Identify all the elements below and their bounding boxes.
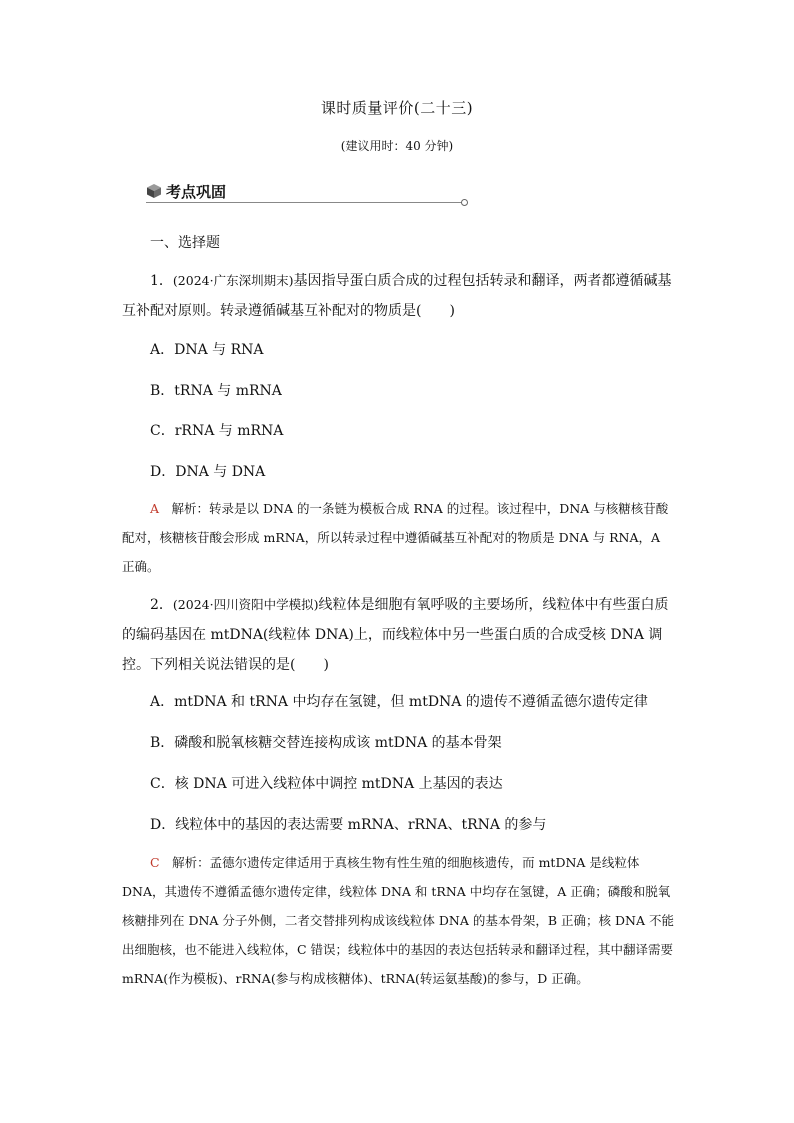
question-2-number: 2． xyxy=(150,597,173,613)
question-1-option-a: A．DNA 与 RNA xyxy=(150,342,264,358)
question-1-analysis xyxy=(122,494,674,581)
question-2-source: (2024·四川资阳中学模拟) xyxy=(172,597,319,612)
question-2-answer: C xyxy=(150,855,160,870)
question-2-option-b: B．磷酸和脱氧核糖交替连接构成该 mtDNA 的基本骨架 xyxy=(150,735,502,751)
question-1-answer: A xyxy=(150,501,160,516)
cube-icon xyxy=(146,183,162,199)
question-1-option-c: C．rRNA 与 mRNA xyxy=(150,423,284,439)
question-1-number: 1． xyxy=(150,273,173,289)
part-label-block xyxy=(122,228,674,258)
question-2-option-c: C．核 DNA 可进入线粒体中调控 mtDNA 上基因的表达 xyxy=(150,776,503,792)
question-2-analysis-text: 解析：孟德尔遗传定律适用于真核生物有性生殖的细胞核遗传，而 mtDNA 是线粒体 DNA，其遗传不遵循孟德尔遗传定律，线粒体 DNA 和 tRNA 中均存在氢键，A 正确；磷酸和脱氧核糖排列在 DNA 分子外侧，二者交替排列构成该线粒体 DNA 的基本骨架，B 正确；核 DNA 不能出细胞核，也不能进入线粒体，C 错误；线粒体中的基因的表达包括转录和翻译过程，其中翻译需要 mRNA(作为模板)、rRNA(参与构成核糖体)、tRNA(转运氨基酸)的参与，D 正确。 xyxy=(122,855,674,986)
page-title: 课时质量评价(二十三) xyxy=(320,99,474,117)
question-1-source: (2024·广东深圳期末) xyxy=(172,273,294,288)
question-2-analysis xyxy=(122,848,674,993)
question-1-text: 基因指导蛋白质合成的过程包括转录和翻译，两者都遵循碱基互补配对原则。转录遵循碱基互补配对的物质是( ) xyxy=(122,273,672,319)
time-suggestion: (建议用时：40 分钟) xyxy=(340,139,454,153)
section-label: 考点巩固 xyxy=(166,183,227,201)
question-1-analysis-text: 解析：转录是以 DNA 的一条链为模板合成 RNA 的过程。该过程中，DNA 与核糖核苷酸配对，核糖核苷酸会形成 mRNA，所以转录过程中遵循碱基互补配对的物质是 DNA 与 RNA，A 正确。 xyxy=(122,501,669,574)
question-2-option-a: A．mtDNA 和 tRNA 中均存在氢键，但 mtDNA 的遗传不遵循孟德尔遗传定律 xyxy=(150,694,648,710)
part-label: 一、选择题 xyxy=(150,235,220,251)
question-1-stem xyxy=(122,266,674,326)
question-2-stem xyxy=(122,590,674,680)
section-header xyxy=(146,180,468,206)
question-1-option-b: B．tRNA 与 mRNA xyxy=(150,383,282,399)
divider-end-dot xyxy=(461,199,468,206)
question-2-text: 线粒体是细胞有氧呼吸的主要场所，线粒体中有些蛋白质的编码基因在 mtDNA(线粒体 DNA)上，而线粒体中另一些蛋白质的合成受核 DNA 调控。下列相关说法错误的是( ) xyxy=(122,597,669,673)
section-divider xyxy=(146,202,462,203)
question-1-option-d: D．DNA 与 DNA xyxy=(150,464,266,480)
question-2-option-d: D．线粒体中的基因的表达需要 mRNA、rRNA、tRNA 的参与 xyxy=(150,817,547,833)
